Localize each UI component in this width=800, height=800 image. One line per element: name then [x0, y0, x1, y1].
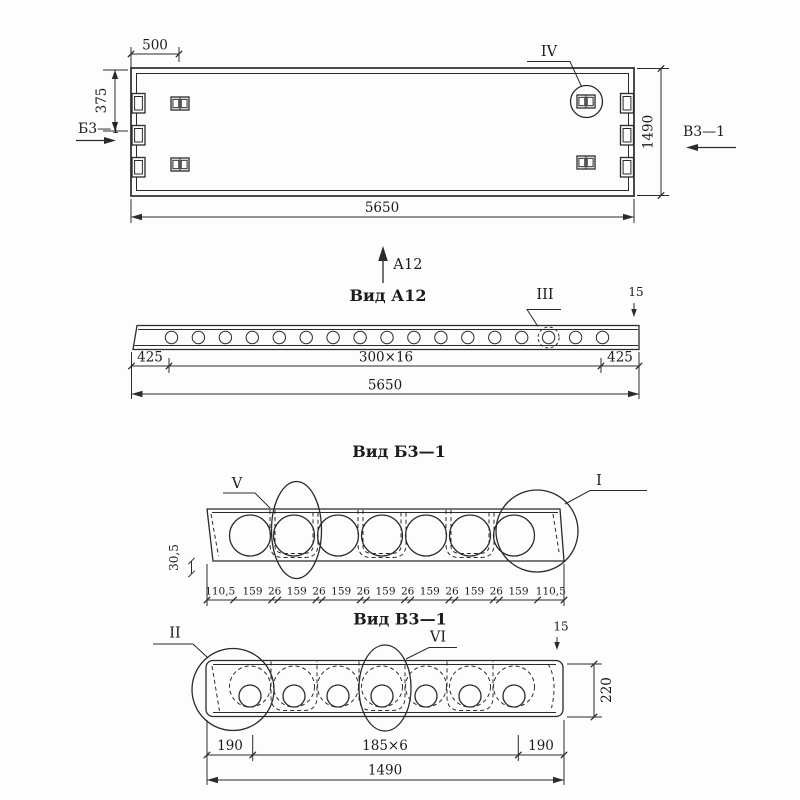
view-a12-title: Вид А12 — [349, 286, 427, 305]
void-hole — [596, 331, 608, 343]
detail-vi-leader — [406, 648, 457, 660]
detail-iv-label: IV — [540, 44, 558, 60]
section-label-b31: Б3—1 — [77, 121, 121, 137]
view-direction-arrow — [104, 137, 116, 144]
plan-view — [76, 38, 736, 224]
dim-5650-total-label: 5650 — [367, 377, 403, 394]
core-circle — [406, 515, 447, 556]
chain-dim-label: 110,5 — [205, 585, 236, 598]
slab-outline — [131, 68, 634, 196]
lifting-loop — [577, 95, 595, 108]
slab-inner-outline — [137, 74, 629, 191]
chain-dim-label: 159 — [508, 585, 529, 598]
edge-notch — [621, 158, 634, 178]
void-holes — [165, 331, 608, 343]
dim-arrow — [623, 214, 634, 221]
dim-arrow — [207, 777, 218, 784]
inner-void-circle — [327, 685, 349, 707]
chain-dim-label: 26 — [268, 585, 282, 598]
inner-void-circle — [459, 685, 481, 707]
view-v31-title: Вид В3—1 — [353, 609, 447, 629]
chamfer-arrow — [631, 309, 637, 317]
void-hole — [542, 331, 554, 343]
core-circle — [230, 515, 271, 556]
view-v31 — [153, 610, 615, 786]
chain-dim-label: 26 — [445, 585, 459, 598]
void-hole — [219, 331, 231, 343]
edge-notch — [132, 126, 145, 146]
inner-void-circle — [239, 685, 261, 707]
lifting-loop — [171, 158, 189, 171]
void-hole — [569, 331, 581, 343]
view-b31-title: Вид Б3—1 — [352, 442, 446, 461]
void-hole — [165, 331, 177, 343]
chain-dim-label: 26 — [401, 585, 415, 598]
detail-v-label: V — [231, 476, 243, 492]
core-circle-hidden — [318, 666, 359, 707]
chain-dim-label: 159 — [375, 585, 396, 598]
chamfer-15-label: 15 — [553, 619, 569, 634]
inner-void-circle — [283, 685, 305, 707]
chain-dim-label: 159 — [286, 585, 307, 598]
inner-void-circle — [503, 685, 525, 707]
core-circle-hidden — [362, 666, 403, 707]
dimension-chain — [204, 586, 567, 604]
inner-void-circle — [371, 685, 393, 707]
core-circle — [274, 515, 315, 556]
dim-arrow — [131, 214, 142, 221]
void-hole — [408, 331, 420, 343]
edge-notch — [621, 126, 634, 146]
channel-outline — [275, 510, 313, 554]
dim-arrow — [132, 391, 143, 398]
core-circle-hidden — [494, 666, 535, 707]
dim-5650-label: 5650 — [364, 200, 400, 216]
dim-300x16-label: 300×16 — [358, 349, 414, 366]
dim-190-left-label: 190 — [217, 738, 243, 754]
void-hole — [246, 331, 258, 343]
detail-vi-label: VI — [429, 629, 447, 646]
void-hole — [327, 331, 339, 343]
detail-iii-label: III — [536, 287, 554, 303]
view-direction-label: А12 — [393, 257, 423, 273]
core-circle — [450, 515, 491, 556]
core-circle — [318, 515, 359, 556]
chain-dim-label: 26 — [489, 585, 503, 598]
dim-arrow — [112, 70, 118, 79]
channel-outline — [451, 510, 489, 554]
inner-void-circle — [415, 685, 437, 707]
detail-ii-label: II — [169, 625, 181, 642]
lifting-loop — [171, 97, 189, 110]
dim-1490-label: 1490 — [640, 114, 657, 150]
detail-v-leader — [223, 493, 270, 508]
void-hole — [192, 331, 204, 343]
chain-dim-label: 159 — [242, 585, 263, 598]
edge-notch — [621, 94, 634, 114]
detail-ii-leader — [153, 644, 208, 658]
dim-190-right-label: 190 — [528, 738, 554, 754]
dim-425-right-label: 425 — [607, 349, 633, 366]
void-hole — [354, 331, 366, 343]
void-hole — [489, 331, 501, 343]
chamfer-15-label: 15 — [628, 285, 644, 299]
channel-outline — [363, 510, 401, 554]
channel-outline — [446, 510, 494, 558]
chain-dim-label: 159 — [419, 585, 440, 598]
void-hole — [516, 331, 528, 343]
dim-arrow — [553, 777, 564, 784]
dim-30-5-label: 30,5 — [167, 544, 181, 571]
core-circle-hidden — [450, 666, 491, 707]
detail-iii-leader — [527, 310, 561, 327]
end-hidden-edge — [212, 666, 220, 711]
detail-circle-iii — [538, 327, 559, 348]
lifting-loop — [577, 156, 595, 169]
channel-outline — [447, 662, 493, 711]
view-b31 — [167, 442, 647, 606]
section-label-v31: В3—1 — [682, 124, 726, 140]
core-circle-hidden — [406, 666, 447, 707]
edge-notch — [132, 94, 145, 114]
edge-notch — [132, 158, 145, 178]
dim-arrow — [628, 391, 639, 398]
view-a12 — [128, 246, 643, 399]
void-hole — [381, 331, 393, 343]
detail-circle-i — [496, 490, 578, 572]
channel-outline — [358, 510, 406, 558]
core-circle-hidden — [274, 666, 315, 707]
detail-ellipse-vi — [359, 645, 411, 731]
void-hole — [300, 331, 312, 343]
end-hidden-edge — [553, 514, 559, 552]
void-hole — [462, 331, 474, 343]
dim-425-left-label: 425 — [137, 349, 163, 366]
view-direction-arrow — [378, 246, 388, 261]
channel-outline — [359, 662, 405, 711]
chamfer-arrow — [554, 642, 560, 650]
core-circle — [362, 515, 403, 556]
dim-220-label: 220 — [599, 677, 615, 703]
dim-1490-total-label: 1490 — [367, 762, 403, 779]
core-circle-hidden — [230, 666, 271, 707]
detail-i-label: I — [596, 473, 602, 489]
chain-dim-label: 26 — [356, 585, 370, 598]
dim-500-label: 500 — [142, 37, 168, 54]
chain-dim-label: 26 — [312, 585, 326, 598]
dim-185x6-label: 185×6 — [362, 738, 408, 754]
chain-dim-label: 159 — [331, 585, 352, 598]
channel-outline — [271, 662, 317, 711]
view-direction-arrow — [686, 144, 698, 151]
void-hole — [435, 331, 447, 343]
hollow-cores — [230, 666, 535, 707]
channel-outline — [270, 510, 318, 558]
end-hidden-edge — [548, 664, 554, 708]
chain-dim-label: 159 — [464, 585, 485, 598]
detail-i-leader — [565, 491, 647, 505]
chain-dim-label: 110,5 — [535, 585, 566, 598]
void-hole — [273, 331, 285, 343]
dim-375-label: 375 — [94, 87, 110, 114]
core-circle — [494, 515, 535, 556]
